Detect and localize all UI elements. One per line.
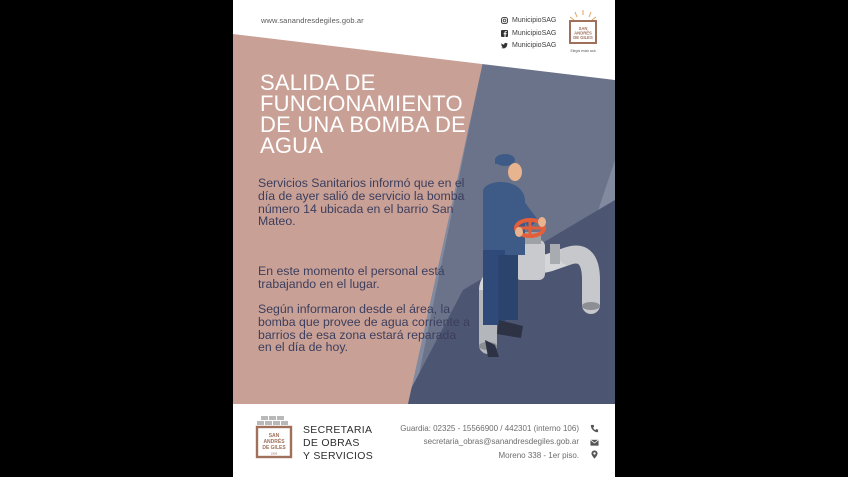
footer-logo [255, 414, 293, 464]
twitter-icon [501, 42, 508, 49]
email-icon [590, 438, 599, 447]
footer-logo-text-2: ANDRÉS [263, 439, 285, 445]
social-facebook[interactable] [501, 30, 556, 37]
logo-text-3: DE GILES [573, 35, 593, 40]
social-handle: MunicipioSAG [512, 30, 557, 37]
footer-logo-text-1: SAN [268, 433, 280, 439]
footer-logo-year: 1806 [270, 451, 278, 456]
department-line-2: DE OBRAS [303, 437, 360, 449]
department-line-3: Y SERVICIOS [303, 450, 374, 462]
social-twitter[interactable] [501, 42, 556, 49]
headline: SALIDA DE FUNCIONAMIENTO DE UNA BOMBA DE AGUA [260, 70, 466, 158]
instagram-icon [501, 17, 508, 24]
contact-email[interactable]: secretaria_obras@sanandresdegiles.gob.ar [423, 437, 579, 446]
body-paragraph-2: En este momento el personal está trabajando en el lugar. [258, 264, 445, 291]
contact-phone[interactable]: Guardia: 02325 - 15566900 / 442301 (interno 106) [400, 424, 579, 433]
contact-address: Moreno 338 - 1er piso. [498, 451, 579, 460]
logo-tagline: Elegís estar acá [570, 49, 596, 53]
footer-logo-text-3: DE GILES [262, 445, 286, 451]
social-handle: MunicipioSAG [512, 42, 557, 49]
body-paragraph-3: Según informaron desde el área, la bomba que provee de agua corriente a barrios de esa zona estará reparada en el día de hoy. [258, 302, 470, 355]
phone-icon [590, 424, 599, 433]
footer [233, 404, 615, 477]
website-url[interactable]: www.sanandresdegiles.gob.ar [261, 16, 364, 25]
location-pin-icon [590, 450, 599, 459]
body-paragraph-1: Servicios Sanitarios informó que en el día de ayer salió de servicio la bomba número 14 ubicada en el barrio San Mateo. [258, 176, 465, 229]
social-handle: MunicipioSAG [512, 17, 557, 24]
logo-text-2: ANDRÉS [574, 30, 592, 36]
department-line-1: SECRETARIA [303, 424, 373, 436]
social-instagram[interactable] [501, 17, 556, 24]
logo-text-1: SAN [578, 26, 588, 31]
facebook-icon [501, 30, 508, 37]
announcement-poster [233, 0, 615, 477]
